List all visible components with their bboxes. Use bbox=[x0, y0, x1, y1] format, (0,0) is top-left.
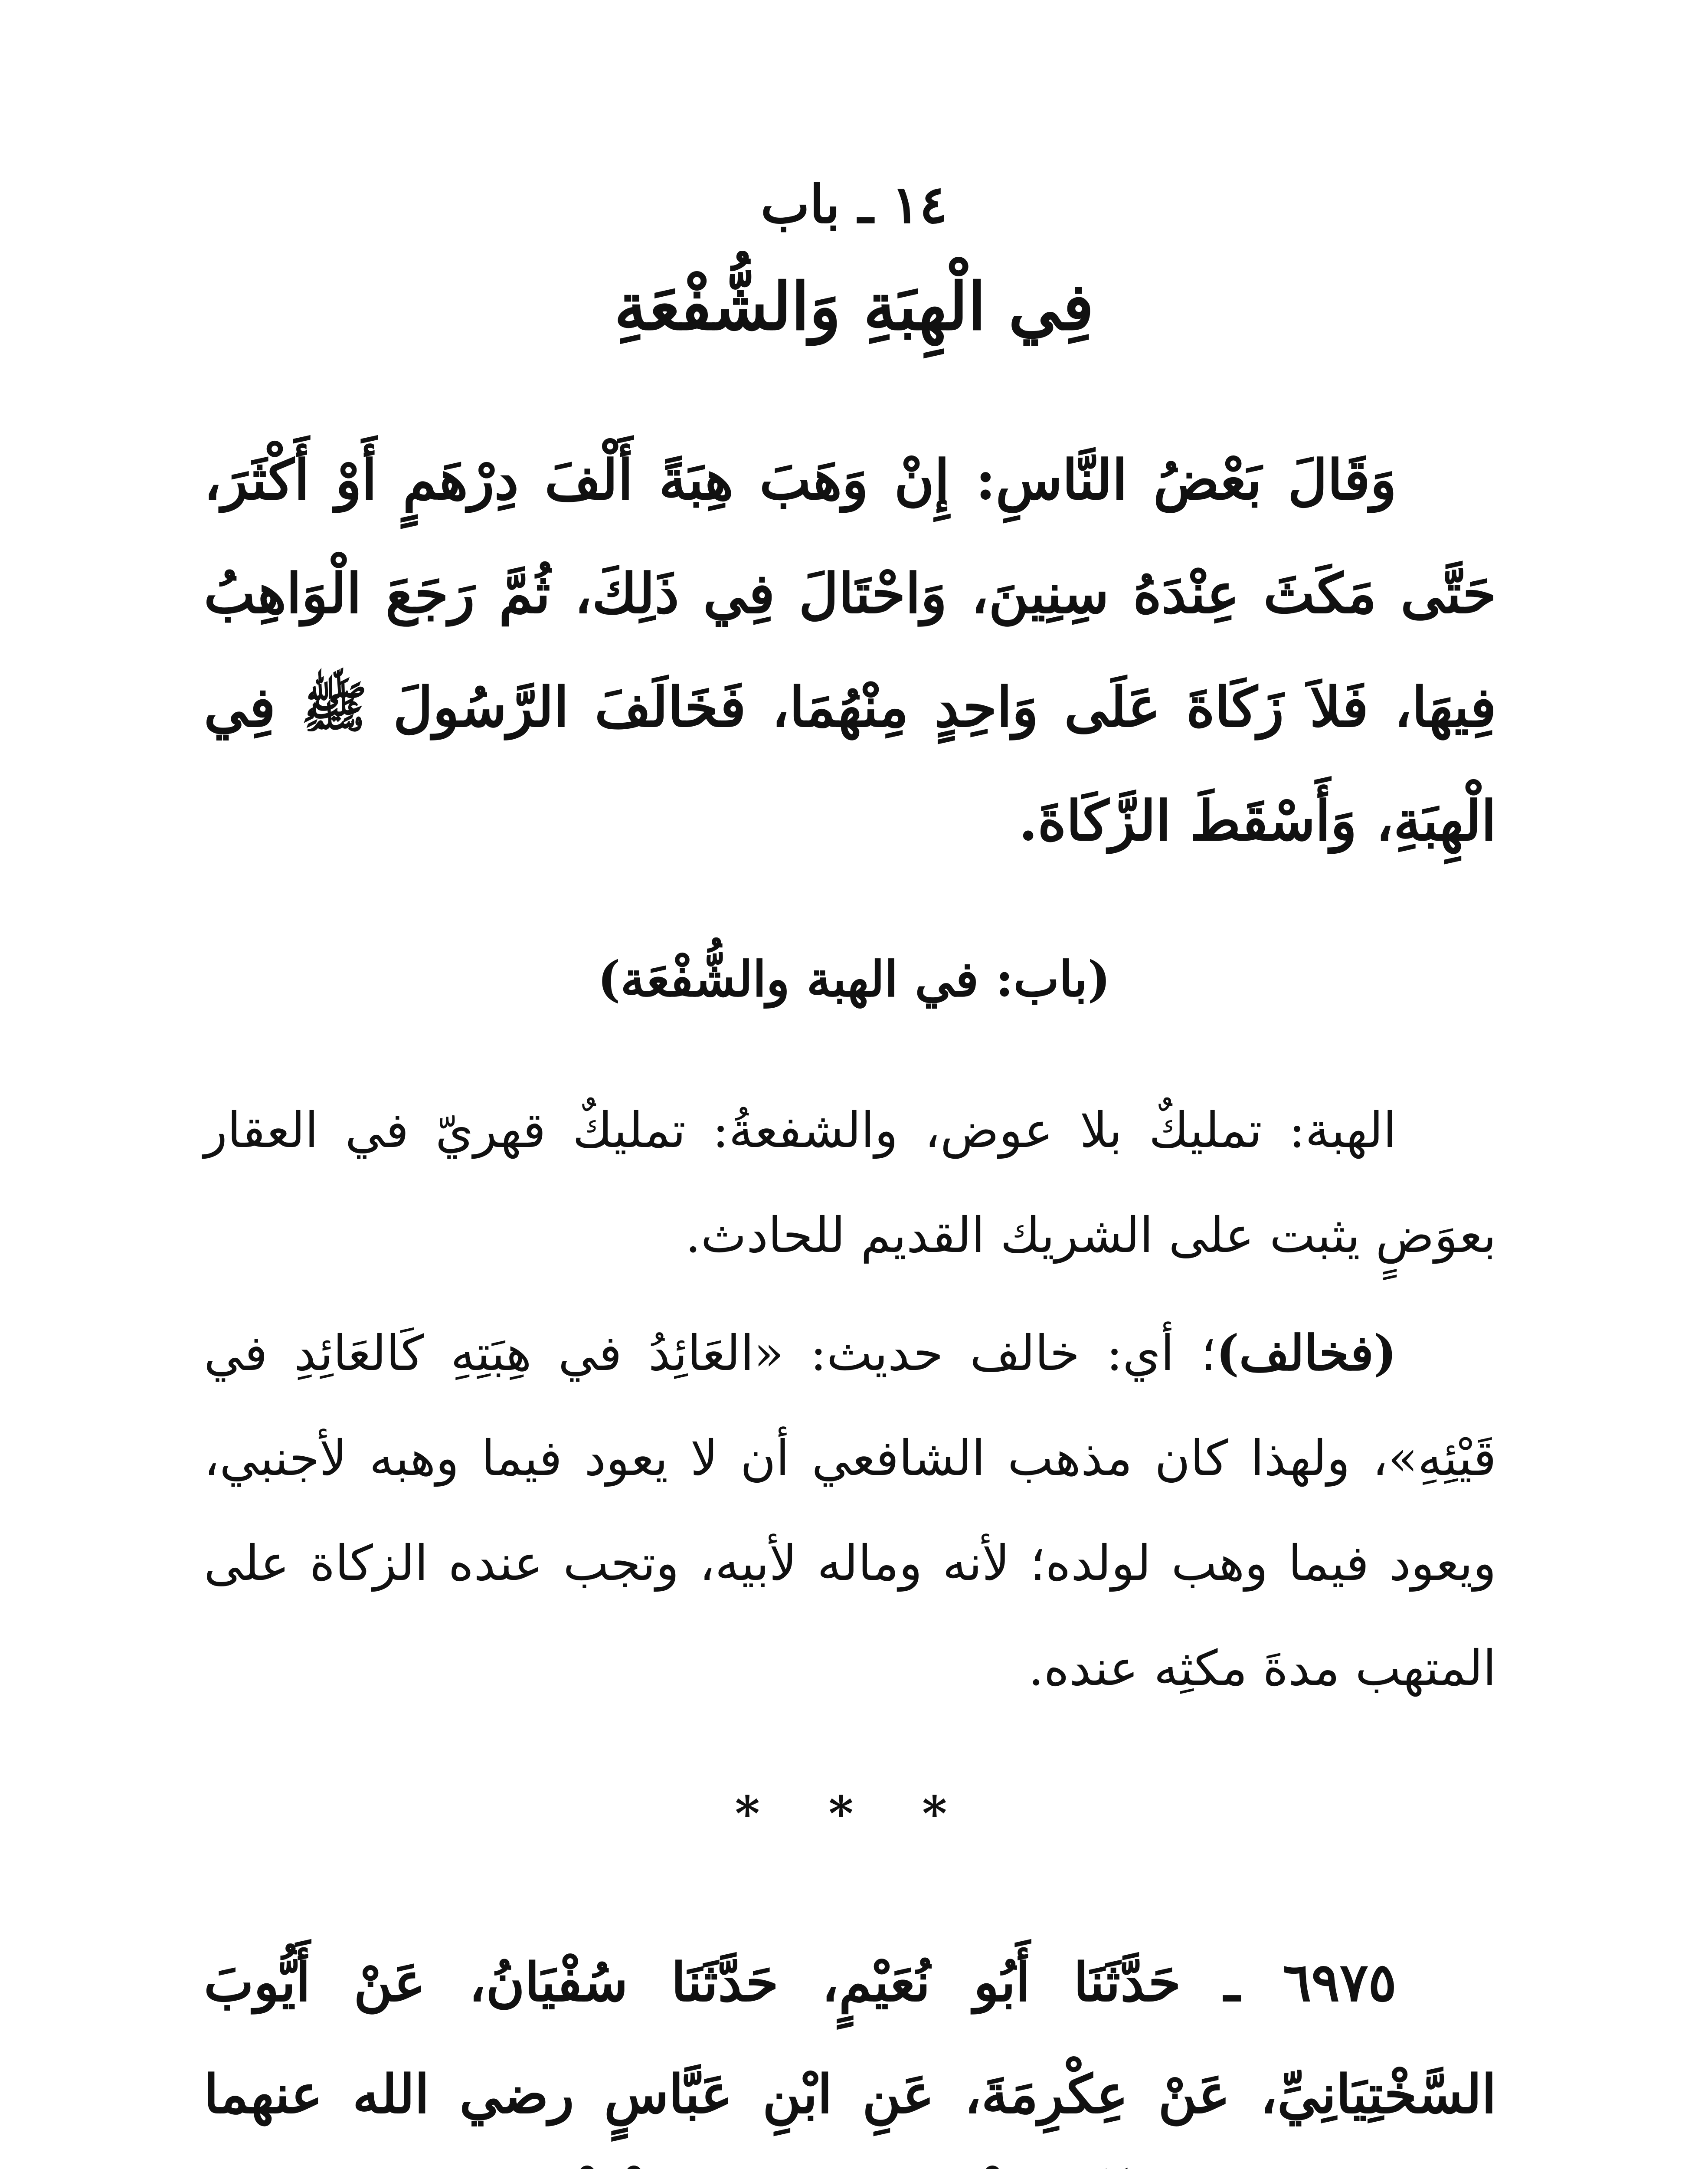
section-separator: * * * bbox=[735, 1786, 973, 1841]
matn-paragraph: وَقَالَ بَعْضُ النَّاسِ: إِنْ وَهَبَ هِبَةً أَلْفَ دِرْهَمٍ أَوْ أَكْثَرَ، حَتَّى مَكَثَ عِنْدَهُ سِنِينَ، وَاحْتَالَ فِي ذَلِكَ، ثُمَّ رَجَعَ الْوَاهِبُ فِيهَا، فَلاَ زَكَاةَ عَلَى وَاحِدٍ مِنْهُمَا، فَخَالَفَ الرَّسُولَ ﷺ فِي الْهِبَةِ، وَأَسْقَطَ الزَّكَاةَ. bbox=[204, 448, 1496, 853]
commentary-explanation-text: ؛ أي: خالف حديث: «العَائِدُ في هِبَتِهِ كَالعَائِدِ في قَيْئِهِ»، ولهذا كان مذهب الشافعي أن لا يعود فيما وهبه لأجنبي، ويعود فيما وهب لولده؛ لأنه وماله لأبيه، وتجب عنده الزكاة على المتهب مدةَ مكثِه عنده. bbox=[204, 1325, 1496, 1697]
commentary-block bbox=[204, 1078, 1496, 1721]
commentary-keyword: (فخالف) bbox=[1216, 1325, 1397, 1382]
hadith-block bbox=[204, 1926, 1496, 2169]
commentary-heading: (باب: في الهبة والشُّفْعَة) bbox=[597, 951, 1111, 1008]
chapter-number: ١٤ ـ باب bbox=[760, 174, 948, 235]
commentary-paragraph-definition: الهبة: تمليكٌ بلا عوض، والشفعةُ: تمليكٌ قهريّ في العقار بعوَضٍ يثبت على الشريك القديم للحادث. bbox=[204, 1102, 1496, 1264]
matn-block bbox=[204, 423, 1496, 878]
commentary-paragraph-explanation bbox=[204, 1301, 1496, 1721]
chapter-title: فِي الْهِبَةِ وَالشُّفْعَةِ bbox=[614, 269, 1094, 345]
hadith-paragraph: ٦٩٧٥ ـ حَدَّثَنَا أَبُو نُعَيْمٍ، حَدَّثَنَا سُفْيَانُ، عَنْ أَيُّوبَ السَّخْتِيَانِيِّ، عَنْ عِكْرِمَةَ، عَنِ ابْنِ عَبَّاسٍ رضي الله عنهما bbox=[204, 1951, 1496, 2125]
